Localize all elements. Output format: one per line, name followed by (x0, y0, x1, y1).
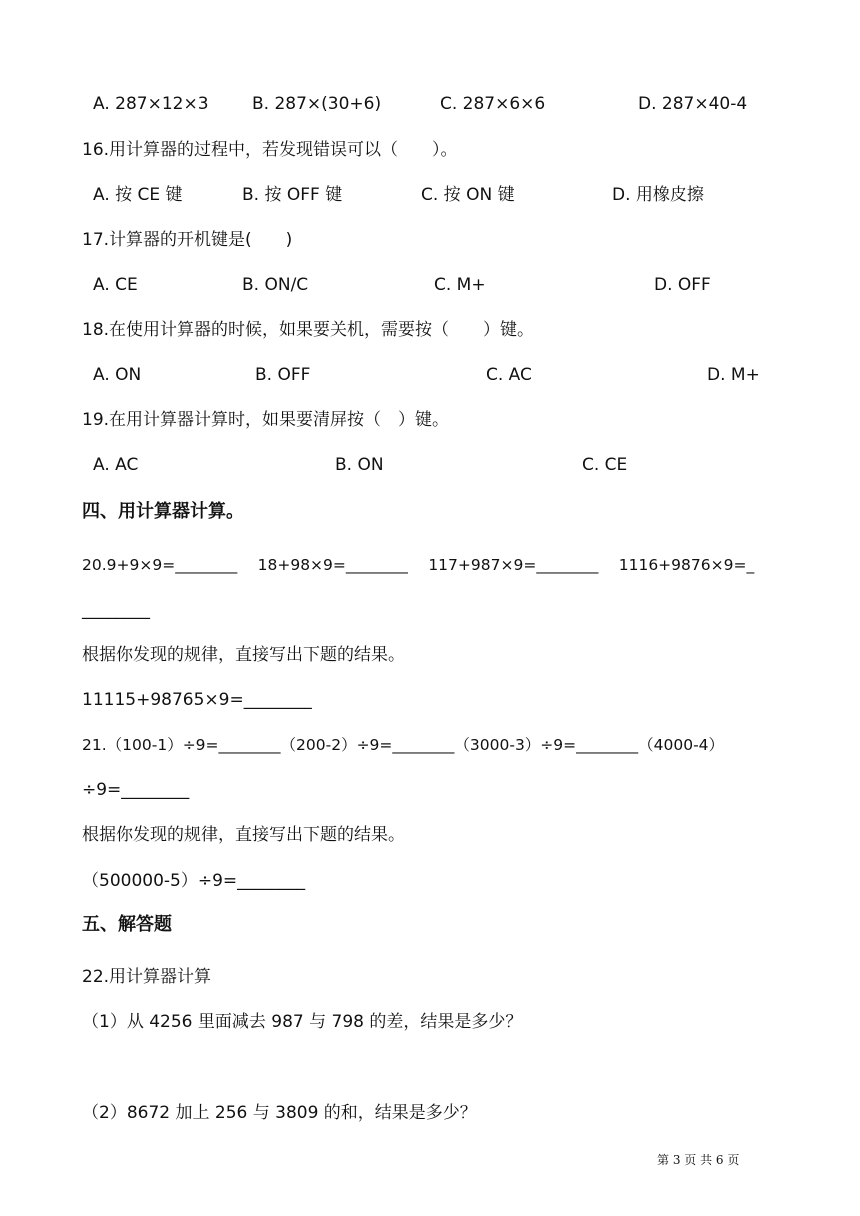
q22-part-1: （1）从 4256 里面减去 987 与 798 的差，结果是多少？ (82, 1012, 523, 1032)
q21-extra: （500000-5）÷9=________ (82, 871, 306, 891)
q15-option-a: A. 287×12×3 (93, 94, 209, 114)
q20-rule: 根据你发现的规律，直接写出下题的结果。 (82, 645, 405, 665)
q21-line-1: 21.（100-1）÷9=________（200-2）÷9=________（3000-3）÷9=________（4000-4） (82, 736, 725, 754)
q22-stem: 22.用计算器计算 (82, 967, 212, 987)
q21-line-2: ÷9=________ (82, 780, 190, 800)
q16-option-a: A. 按 CE 键 (93, 185, 183, 205)
q15-option-d: D. 287×40-4 (638, 94, 748, 114)
q18-stem: 18.在使用计算器的时候，如果要关机，需要按（ ）键。 (82, 320, 535, 340)
q18-option-d: D. M+ (707, 365, 760, 385)
q21-rule: 根据你发现的规律，直接写出下题的结果。 (82, 825, 405, 845)
q18-option-c: C. AC (486, 365, 532, 385)
q16-option-d: D. 用橡皮擦 (612, 185, 704, 205)
q18-option-b: B. OFF (255, 365, 311, 385)
q19-option-a: A. AC (93, 455, 139, 475)
q17-option-b: B. ON/C (242, 275, 309, 295)
q16-option-b: B. 按 OFF 键 (242, 185, 343, 205)
q20-extra: 11115+98765×9=________ (82, 690, 312, 710)
q15-option-b: B. 287×(30+6) (252, 94, 382, 114)
q17-option-a: A. CE (93, 275, 138, 295)
q19-option-b: B. ON (335, 455, 384, 475)
q15-option-c: C. 287×6×6 (440, 94, 546, 114)
q20-line-1: 20.9+9×9=________ 18+98×9=________ 117+987×9=________ 1116+9876×9=_ (82, 556, 755, 574)
q16-stem: 16.用计算器的过程中，若发现错误可以（ ）。 (82, 140, 458, 160)
q17-stem: 17.计算器的开机键是( ) (82, 230, 293, 250)
q17-option-d: D. OFF (654, 275, 711, 295)
q17-option-c: C. M+ (434, 275, 486, 295)
section-5-title: 五、解答题 (82, 914, 172, 935)
section-4-title: 四、用计算器计算。 (82, 501, 244, 522)
q16-option-c: C. 按 ON 键 (421, 185, 515, 205)
q20-line-2: ________ (82, 600, 150, 620)
page-footer: 第 3 页 共 6 页 (657, 1153, 740, 1167)
q22-part-2: （2）8672 加上 256 与 3809 的和，结果是多少？ (82, 1103, 477, 1123)
q19-option-c: C. CE (582, 455, 628, 475)
q18-option-a: A. ON (93, 365, 142, 385)
q19-stem: 19.在用计算器计算时，如果要清屏按（ ）键。 (82, 410, 450, 430)
